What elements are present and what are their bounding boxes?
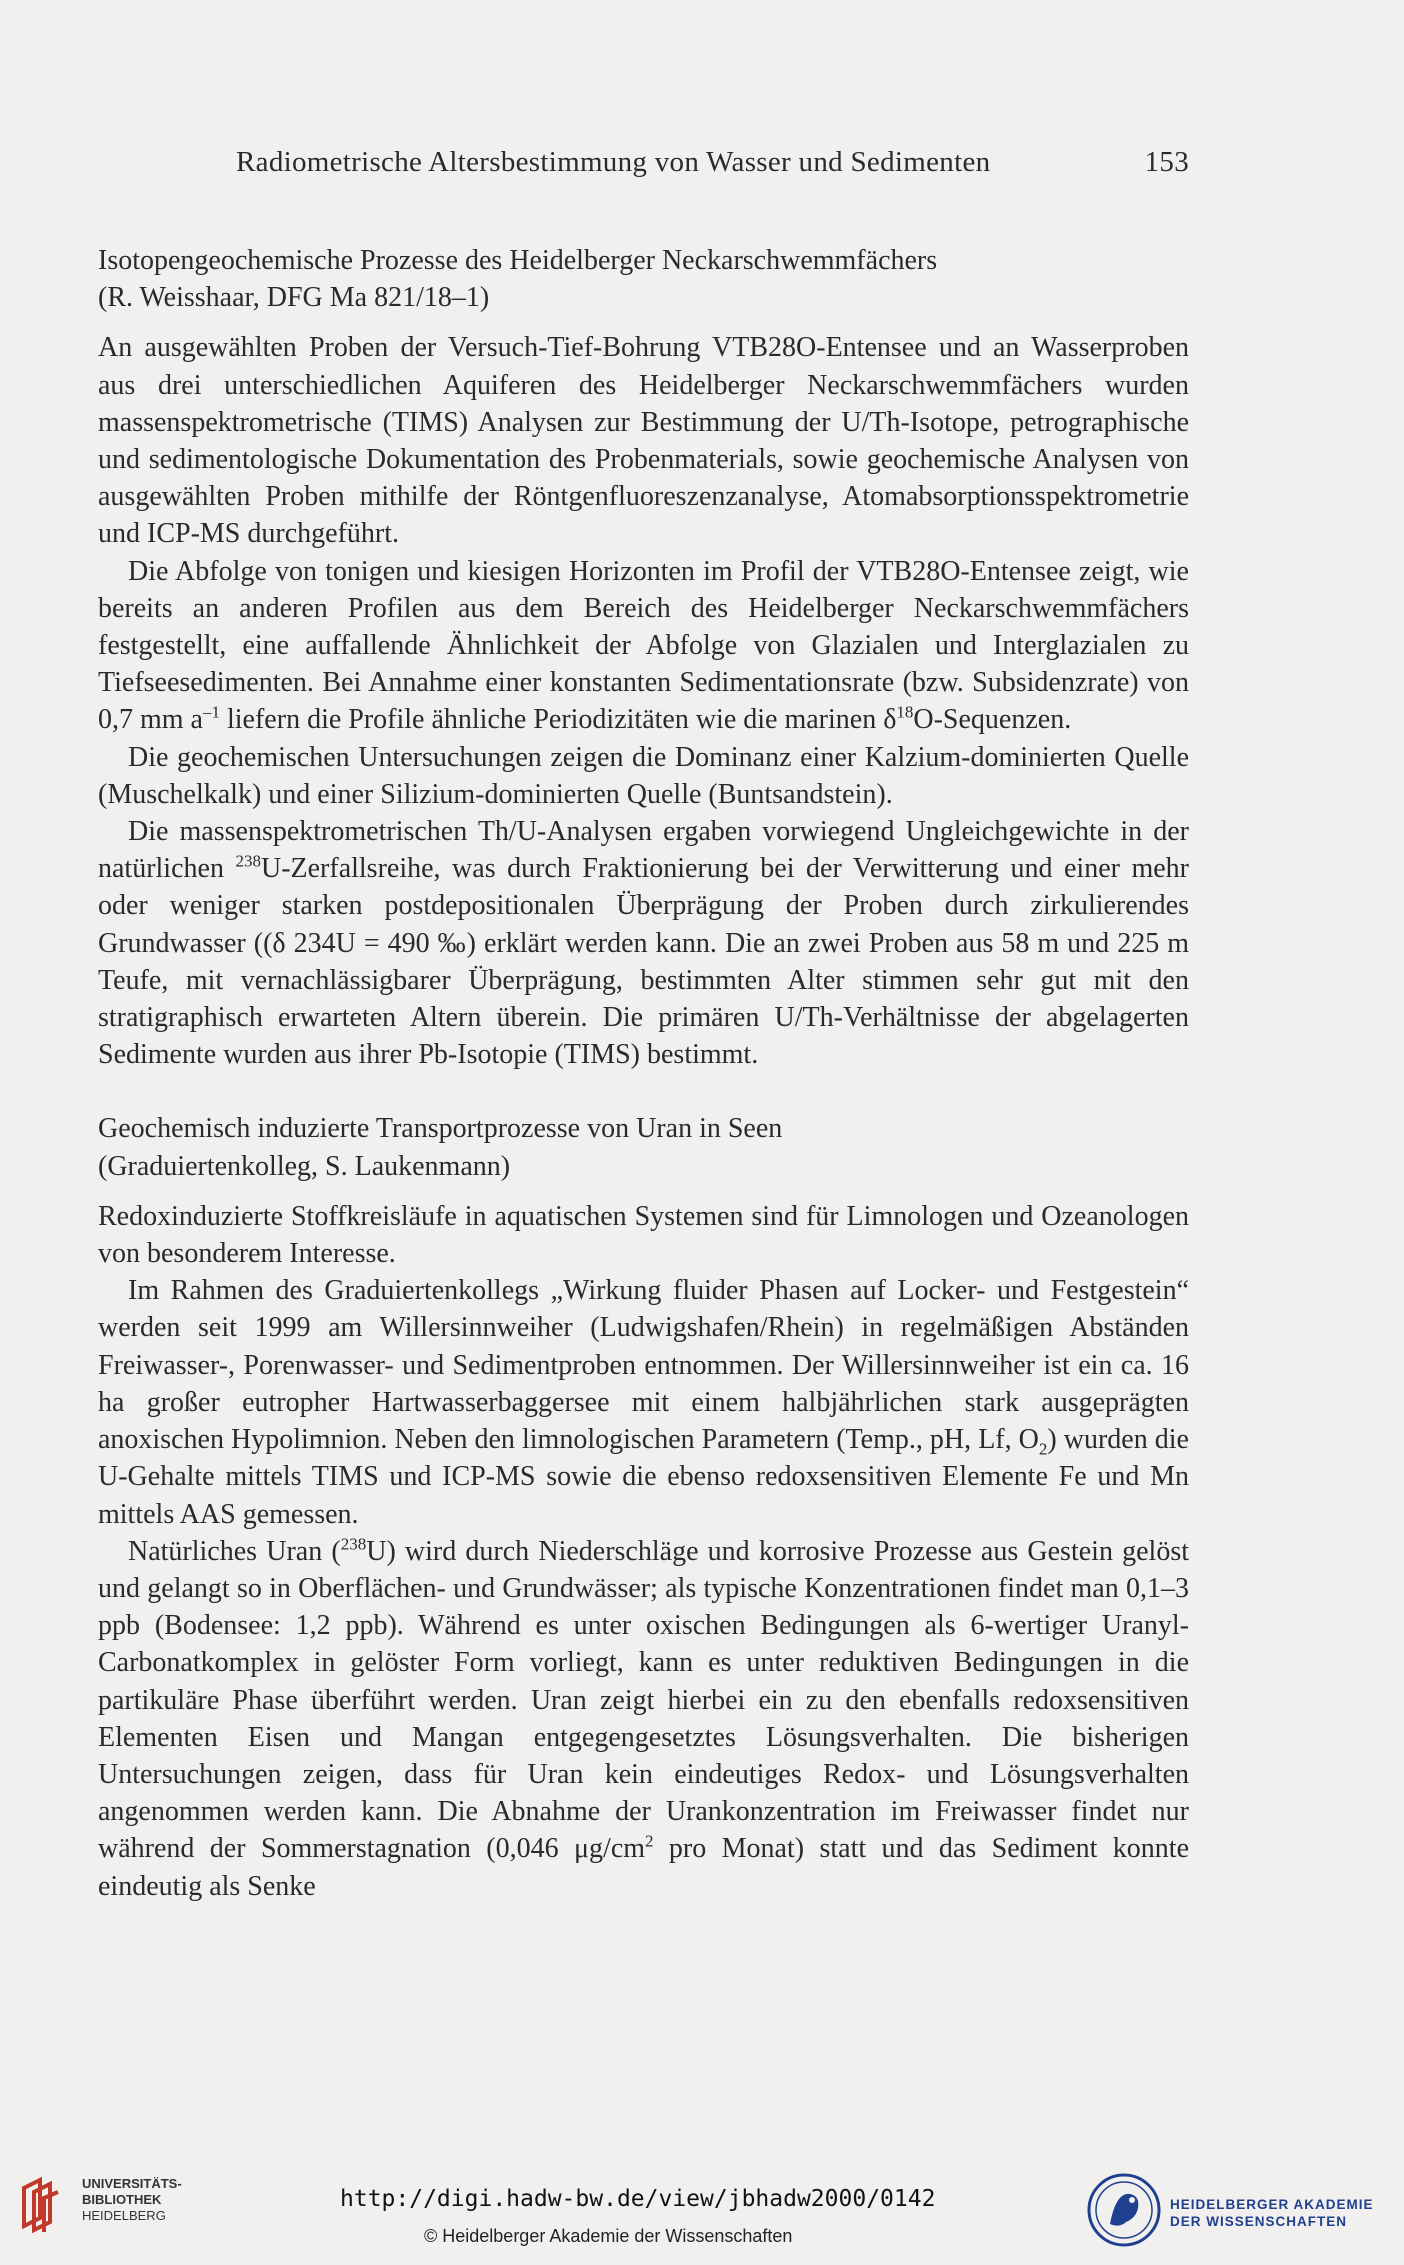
section-uranium-transport: [98, 1110, 1189, 1904]
text-run: Natürliches Uran (: [128, 1535, 341, 1567]
heading-line: (R. Weisshaar, DFG Ma 821/18–1): [98, 282, 490, 314]
text-run: Die Abfolge von tonigen und kiesigen Horizonten im Profil der VTB28O-Entensee zeigt, wie bereits an anderen Profilen aus dem Bereich des Heidelberger Neckarschwemmfächers festgestellt, eine auffallende Ähnlichkeit der Abfolge von Glazialen und Interglazialen zu Tiefseesedimenten. Bei Annahme einer konstanten Sedimentationsrate (bzw. Subsidenzrate) von 0,7 mm a: [98, 555, 1189, 736]
section-isotope-processes: [98, 242, 1189, 1073]
superscript: 238: [235, 851, 261, 871]
university-library-name: [82, 2176, 182, 2224]
paragraph: [98, 1533, 1189, 1905]
digitization-footer: [0, 2160, 1404, 2265]
text-run: O-Sequenzen.: [913, 704, 1072, 736]
academy-seal-icon: [1086, 2172, 1162, 2248]
text-run: Im Rahmen des Graduiertenkollegs „Wirkung fluider Phasen auf Locker- und Festgestein“ werden seit 1999 am Willersinnweiher (Ludwigshafen/Rhein) in regelmäßigen Abständen Freiwasser-, Porenwasser- und Sedimentproben entnommen. Der Willersinnweiher ist ein ca. 16 ha großer eutropher Hartwasserbaggersee mit einem halbjährlichen stark ausgeprägten anoxischen Hypolimnion. Neben den limnologischen Parametern (Temp., pH, Lf, O: [98, 1275, 1189, 1456]
copyright-notice: © Heidelberger Akademie der Wissenschaften: [424, 2226, 793, 2246]
university-library-logo-icon: [14, 2174, 76, 2236]
section-heading: [98, 1110, 1189, 1184]
academy-name: [1170, 2196, 1374, 2230]
academy-line: DER WISSENSCHAFTEN: [1170, 2214, 1348, 2229]
paragraph: [98, 813, 1189, 1073]
heading-line: (Graduiertenkolleg, S. Laukenmann): [98, 1150, 511, 1182]
ub-line: BIBLIOTHEK: [82, 2192, 162, 2207]
section-heading: [98, 242, 1189, 316]
heading-line: Isotopengeochemische Prozesse des Heidelberger Neckarschwemmfächers: [98, 245, 938, 276]
paragraph: [98, 1272, 1189, 1532]
page-number: 153: [1144, 146, 1189, 178]
permalink-url[interactable]: http://digi.hadw-bw.de/view/jbhadw2000/0142: [340, 2186, 936, 2212]
academy-line: HEIDELBERGER AKADEMIE: [1170, 2197, 1374, 2212]
superscript: 18: [896, 703, 914, 723]
text-run: ) wurden die U-Gehalte mittels TIMS und ICP-MS sowie die ebenso redoxsensitiven Elemente Fe und Mn mittels AAS gemessen.: [98, 1424, 1189, 1530]
text-run: U) wird durch Niederschläge und korrosive Prozesse aus Gestein gelöst und gelangt so in Oberflächen- und Grundwässer; als typische Konzentrationen findet man 0,1–3 ppb (Bodensee: 1,2 ppb). Während es unter oxischen Bedingungen als 6-wertiger Uranyl-Carbonatkomplex in gelöster Form vorliegt, kann es unter reduktiven Bedingungen in die partikuläre Phase überführt werden. Uran zeigt hierbei ein zu den ebenfalls redoxsensitiven Elementen Eisen und Mangan entgegengesetztes Lösungsverhalten. Die bisherigen Untersuchungen zeigen, dass für Uran kein eindeutiges Redox- und Lösungsverhalten angenommen werden kann. Die Abnahme der Urankonzentration im Freiwasser findet nur während der Sommerstagnation (0,046 μg/cm: [98, 1535, 1190, 1865]
subscript: 2: [1038, 1439, 1048, 1459]
ub-line: UNIVERSITÄTS-: [82, 2176, 182, 2191]
paragraph: Redoxinduzierte Stoffkreisläufe in aquatischen Systemen sind für Limnologen und Ozeanologen von besonderem Interesse.: [98, 1200, 1189, 1270]
running-head-title: Radiometrische Altersbestimmung von Wasser und Sedimenten: [236, 146, 991, 178]
paragraph: Die geochemischen Untersuchungen zeigen die Dominanz einer Kalzium-dominierten Quelle (Muschelkalk) und einer Silizium-dominierten Quelle (Buntsandstein).: [98, 741, 1189, 810]
text-run: pro Monat) statt und das Sediment konnte eindeutig als Senke: [98, 1833, 1189, 1902]
text-run: Die massenspektrometrischen Th/U-Analysen ergaben vorwiegend Ungleichgewichte in der natürlichen: [98, 816, 1189, 885]
heading-line: Geochemisch induzierte Transportprozesse von Uran in Seen: [98, 1113, 783, 1145]
ub-line: HEIDELBERG: [82, 2208, 166, 2223]
superscript: –1: [203, 703, 220, 723]
paragraph: [98, 553, 1189, 739]
body-text: [98, 242, 1189, 1905]
superscript: 2: [645, 1832, 654, 1851]
text-run: U-Zerfallsreihe, was durch Fraktionierung bei der Verwitterung und einer mehr oder weniger starken postdepositionalen Überprägung der Proben durch zirkulierendes Grundwasser ((δ 234U = 490 ‰) erklärt werden kann. Die an zwei Proben aus 58 m und 225 m Teufe, mit vernachlässigbarer Überprägung, bestimmten Alter stimmen sehr gut mit den stratigraphisch erwarteten Altern überein. Die primären U/Th-Verhältnisse der abgelagerten Sedimente wurden aus ihrer Pb-Isotopie (TIMS) bestimmt.: [98, 853, 1189, 1071]
text-run: liefern die Profile ähnliche Periodizitäten wie die marinen δ: [220, 704, 897, 736]
paragraph: An ausgewählten Proben der Versuch-Tief-Bohrung VTB28O-Entensee und an Wasserproben aus drei unterschiedlichen Aquiferen des Heidelberger Neckarschwemmfächers wurden massenspektrometrische (TIMS) Analysen zur Bestimmung der U/Th-Isotope, petrographische und sedimentologische Dokumentation des Probenmaterials, sowie geochemische Analysen von ausgewählten Proben mithilfe der Röntgenfluoreszenzanalyse, Atomabsorptionsspektrometrie und ICP-MS durchgeführt.: [98, 332, 1189, 550]
superscript: 238: [340, 1534, 367, 1554]
